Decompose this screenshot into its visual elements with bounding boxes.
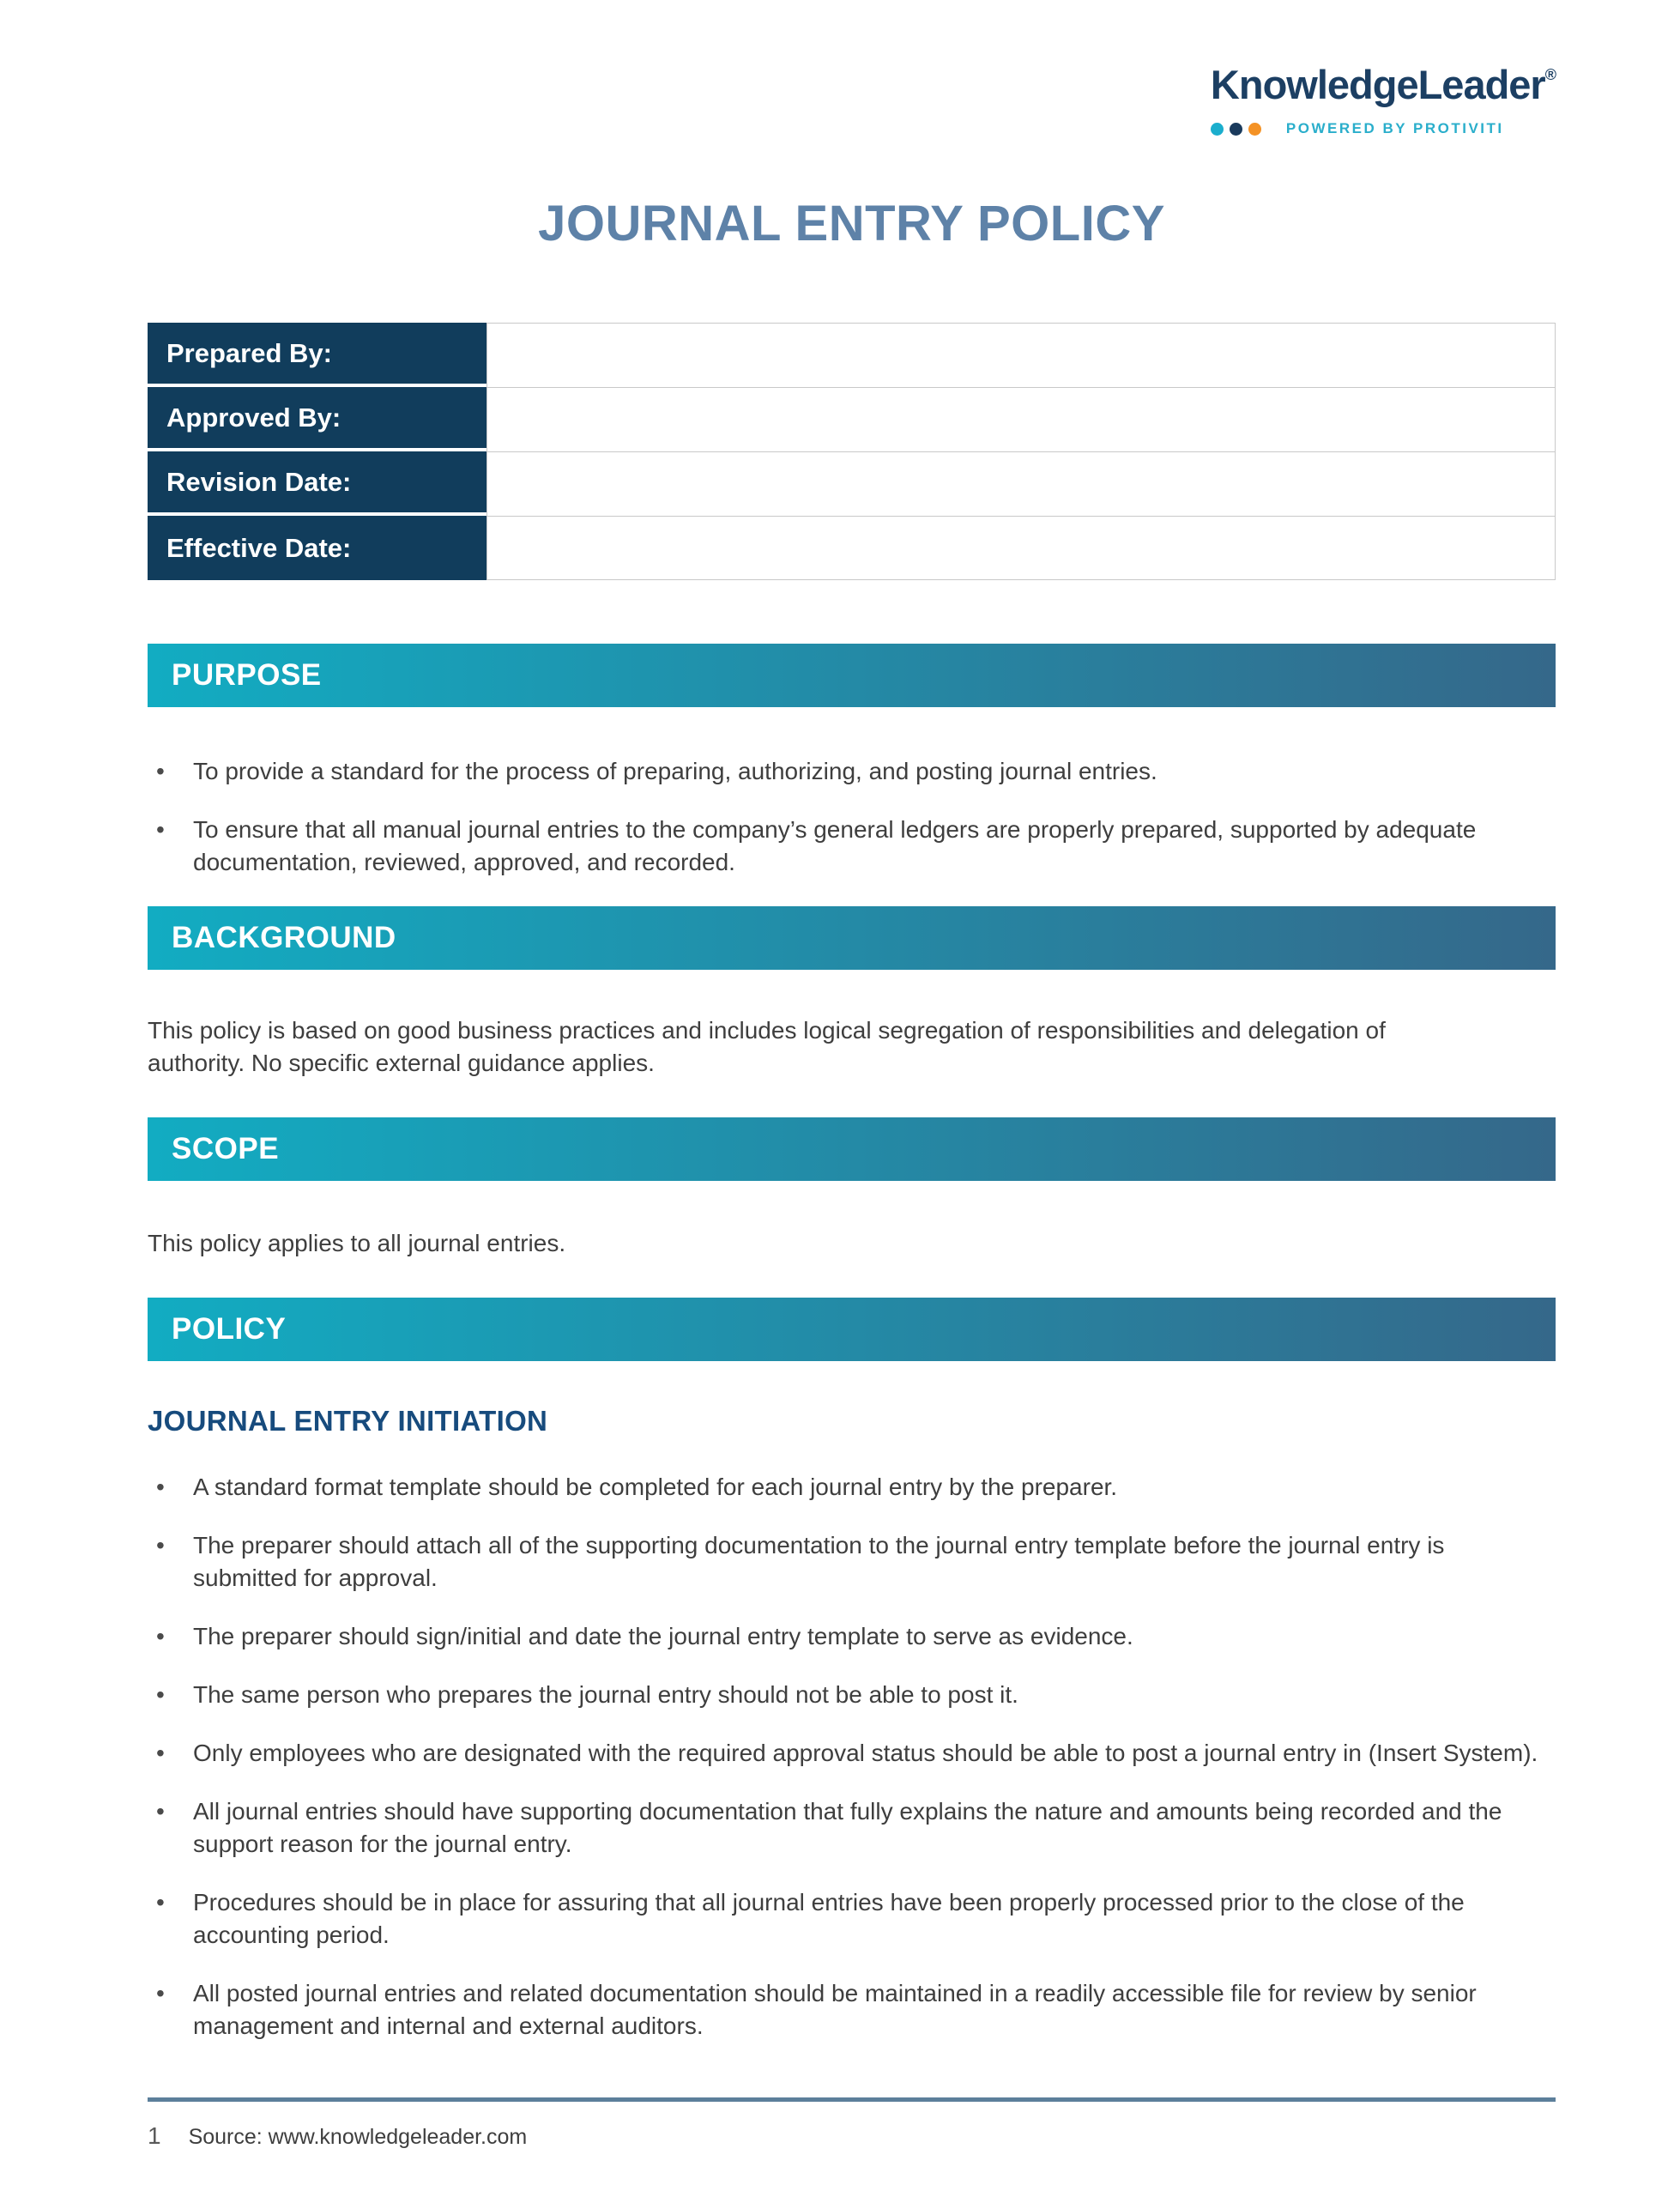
- list-item: • The preparer should sign/initial and date the journal entry template to serve as evidence.: [148, 1620, 1542, 1653]
- list-item: • All journal entries should have supporting documentation that fully explains the nature and amounts being recorded and the support reason for the journal entry.: [148, 1795, 1542, 1861]
- list-item: • A standard format template should be completed for each journal entry by the preparer.: [148, 1471, 1542, 1504]
- prepared-by-label: Prepared By:: [148, 323, 486, 387]
- table-row: [148, 451, 1556, 516]
- prepared-by-value: [486, 323, 1556, 387]
- logo-tagline: POWERED BY PROTIVITI: [1285, 120, 1504, 136]
- table-row: [148, 387, 1556, 451]
- logo-wordmark: [1211, 53, 1556, 106]
- page-number: 1: [148, 2122, 161, 2149]
- background-paragraph: This policy is based on good business practices and includes logical segregation of responsibilities and delegation of authority. No specific external guidance applies.: [148, 1017, 1386, 1076]
- table-row: [148, 516, 1556, 580]
- page-footer: [148, 2097, 1556, 2150]
- policy-bullet-list: [148, 1471, 1556, 2043]
- table-row: [148, 323, 1556, 387]
- registered-trademark-icon: ®: [1544, 66, 1556, 83]
- list-item: • To ensure that all manual journal entries to the company’s general ledgers are properly prepared, supported by adequate documentation, reviewed, approved, and recorded.: [148, 814, 1542, 879]
- effective-date-value: [486, 516, 1556, 580]
- list-item: • Procedures should be in place for assuring that all journal entries have been properly processed prior to the close of the accounting period.: [148, 1886, 1542, 1952]
- purpose-bullet-list: [148, 755, 1556, 879]
- logo-dot-teal-icon: [1211, 123, 1224, 136]
- section-header-scope: SCOPE: [148, 1117, 1556, 1181]
- revision-date-label: Revision Date:: [148, 451, 486, 516]
- list-item: • Only employees who are designated with the required approval status should be able to post a journal entry in (Insert System).: [148, 1737, 1542, 1770]
- list-item: • The same person who prepares the journal entry should not be able to post it.: [148, 1679, 1542, 1711]
- logo-brand-text: KnowledgeLeader: [1210, 62, 1545, 107]
- source-text: Source: www.knowledgeleader.com: [188, 2125, 528, 2149]
- document-info-table: [148, 323, 1556, 580]
- knowledgeleader-logo: [1211, 53, 1556, 137]
- logo-dot-orange-icon: [1248, 123, 1261, 136]
- approved-by-label: Approved By:: [148, 387, 486, 451]
- list-item: • The preparer should attach all of the supporting documentation to the journal entry template before the journal entry is submitted for approval.: [148, 1529, 1542, 1595]
- revision-date-value: [486, 451, 1556, 516]
- logo-dot-navy-icon: [1230, 123, 1242, 136]
- section-header-background: BACKGROUND: [148, 906, 1556, 970]
- approved-by-value: [486, 387, 1556, 451]
- section-header-policy: POLICY: [148, 1298, 1556, 1361]
- logo-tagline-row: [1211, 120, 1504, 137]
- section-header-purpose: PURPOSE: [148, 644, 1556, 707]
- journal-entry-initiation-heading: JOURNAL ENTRY INITIATION: [148, 1405, 548, 1437]
- scope-paragraph: This policy applies to all journal entries.: [148, 1230, 566, 1256]
- effective-date-label: Effective Date:: [148, 516, 486, 580]
- list-item: • To provide a standard for the process of preparing, authorizing, and posting journal entries.: [148, 755, 1542, 788]
- page-title: JOURNAL ENTRY POLICY: [538, 196, 1165, 251]
- list-item: • All posted journal entries and related documentation should be maintained in a readily accessible file for review by senior management and internal and external auditors.: [148, 1977, 1542, 2043]
